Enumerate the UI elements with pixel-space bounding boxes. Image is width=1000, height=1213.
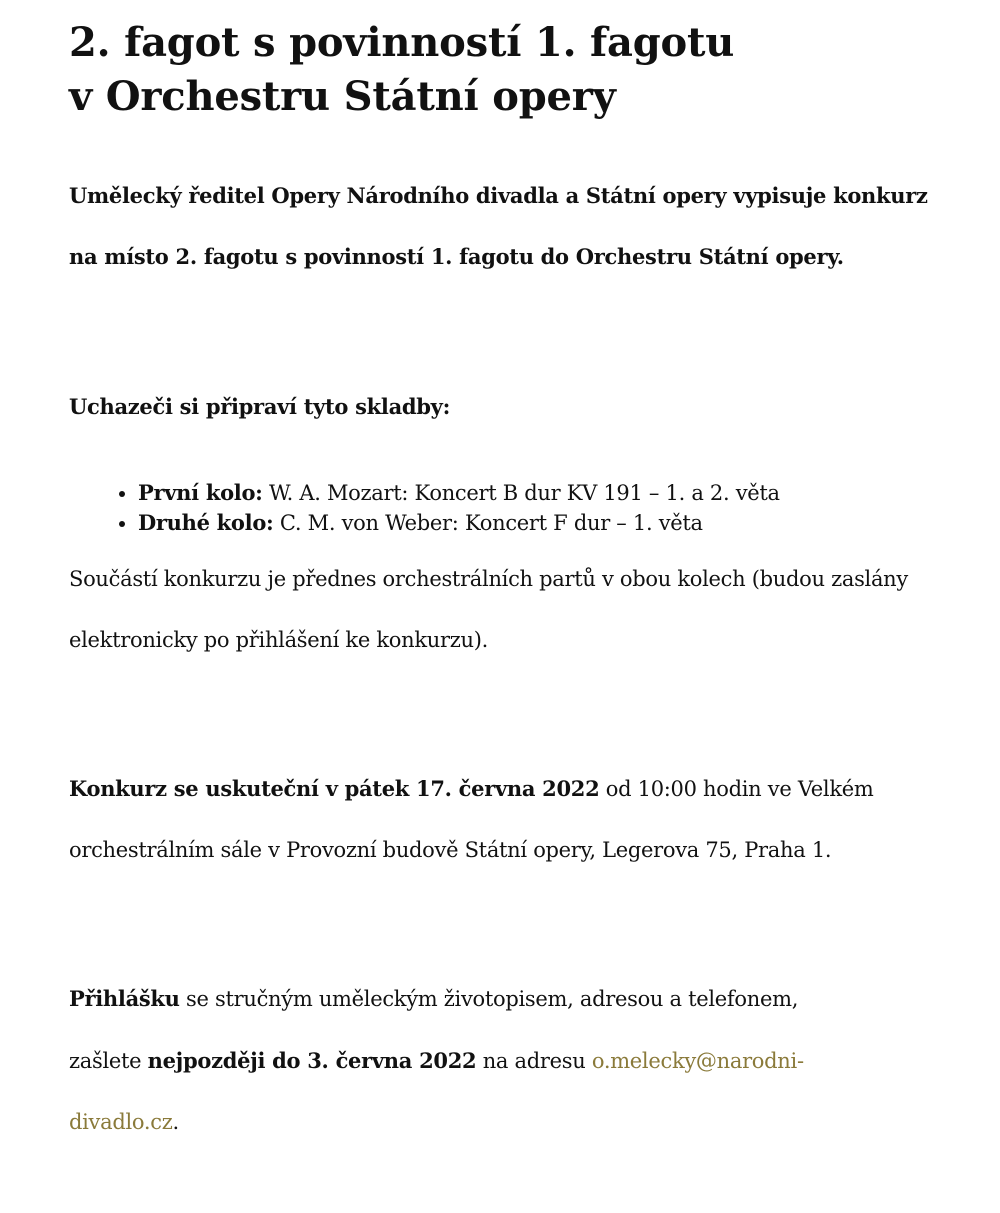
rounds-list [107, 478, 780, 538]
application-text-2: na adresu [476, 1049, 592, 1073]
list-item [138, 478, 780, 508]
round-text: W. A. Mozart: Koncert B dur KV 191 – 1. a 2. věta [262, 481, 780, 505]
intro-paragraph: Umělecký ředitel Opery Národního divadla a Státní opery vypisuje konkurz na místo 2. fagotu s povinností 1. fagotu do Orchestru Státní opery. [69, 183, 928, 269]
application-deadline: nejpozději do 3. června 2022 [147, 1048, 477, 1073]
title-line-2: v Orchestru Státní opery [69, 73, 616, 120]
venue-date: Konkurz se uskuteční v pátek 17. června 2022 [69, 776, 600, 801]
title-line-1: 2. fagot s povinností 1. fagotu [69, 19, 735, 66]
venue-details: od 10:00 hodin ve Velkém orchestrálním sále v Provozní budově Státní opery, Legerova 75, Praha 1. [69, 777, 874, 862]
round-text: C. M. von Weber: Koncert F dur – 1. věta [273, 511, 703, 535]
venue-paragraph [69, 758, 929, 881]
application-text: se stručným uměleckým životopisem, adresou a telefonem, zašlete [69, 987, 799, 1073]
round-label: Druhé kolo: [138, 510, 274, 535]
application-end: . [172, 1110, 179, 1134]
application-label: Přihlášku [69, 986, 180, 1011]
list-item [138, 508, 780, 538]
round-label: První kolo: [138, 480, 263, 505]
parts-note: Součástí konkurzu je přednes orchestrálních partů v obou kolech (budou zaslány elektronicky po přihlášení ke konkurzu). [69, 567, 908, 652]
email-link[interactable]: o.melecky@narodni-divadlo.cz [69, 1049, 804, 1134]
prepare-heading: Uchazeči si připraví tyto skladby: [69, 394, 451, 419]
page-title [69, 16, 734, 124]
application-paragraph [69, 968, 869, 1153]
